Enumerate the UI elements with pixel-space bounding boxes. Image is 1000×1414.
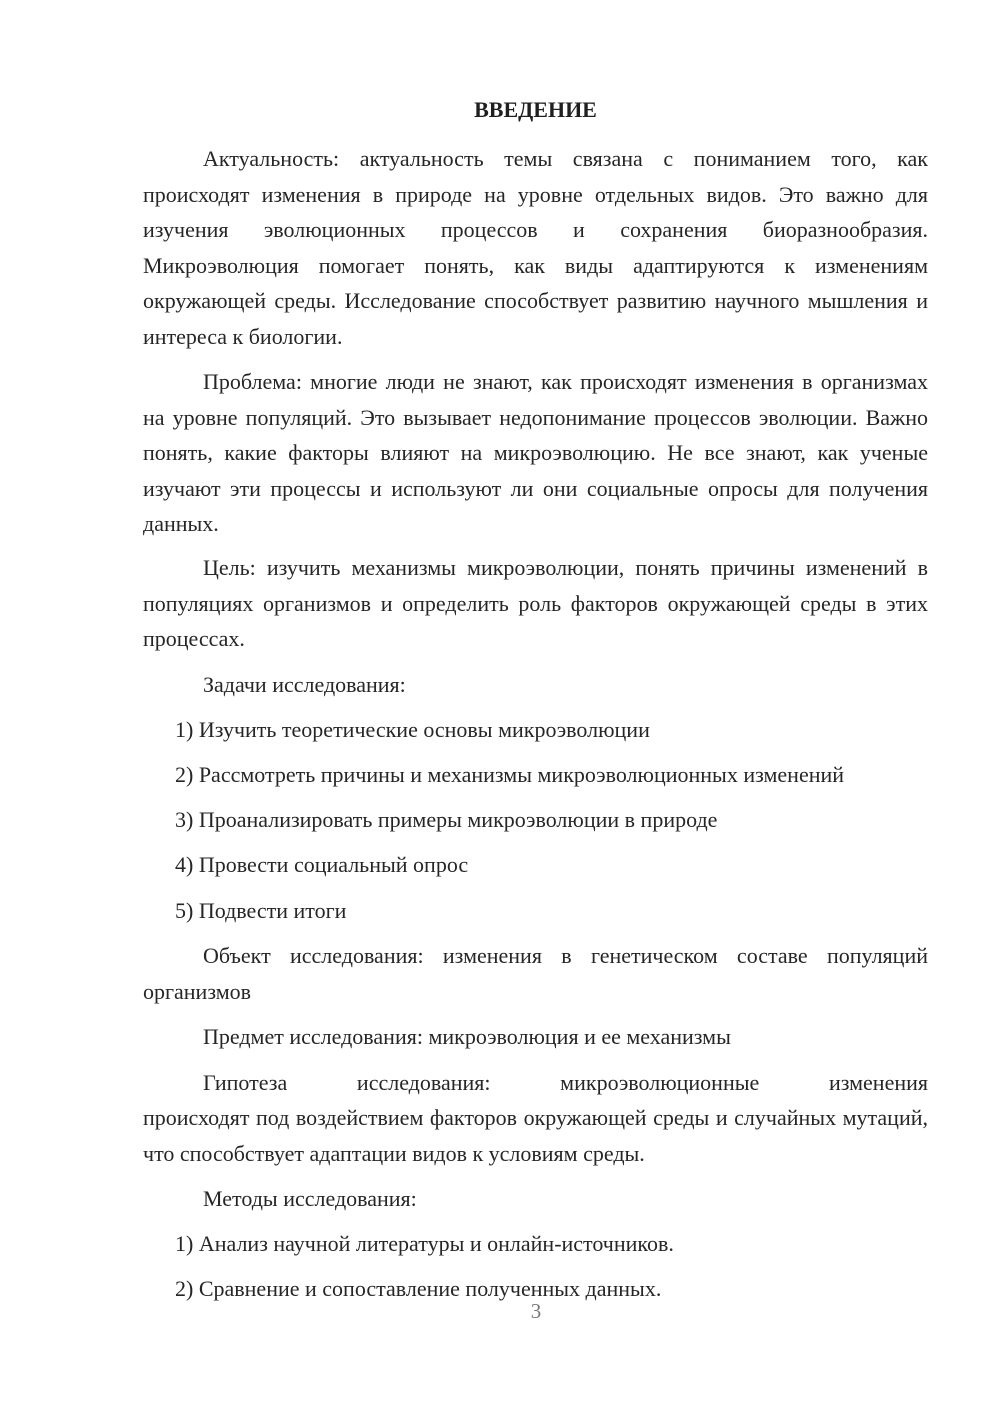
page-title: ВВЕДЕНИЕ <box>474 97 597 122</box>
method-item-2: 2) Сравнение и сопоставление полученных данных. <box>175 1276 662 1301</box>
paragraph-relevance: Актуальность: актуальность темы связана с пониманием того, как происходят изменения в природе на уровне отдельных видов. Это важно для изучения эволюционных процессов и сохранения биоразнообразия. Микроэволюция помогает понять, как виды адаптируются к изменениям окружающей среды. Исследование способствует развитию научного мышления и интереса к биологии. <box>143 146 928 349</box>
task-item-3: 3) Проанализировать примеры микроэволюции в природе <box>175 807 718 832</box>
paragraph-hypothesis-first-line: Гипотеза исследования: микроэволюционные изменения <box>203 1070 928 1095</box>
task-item-5: 5) Подвести итоги <box>175 898 347 923</box>
paragraph-subject: Предмет исследования: микроэволюция и ее механизмы <box>203 1024 731 1049</box>
method-item-1: 1) Анализ научной литературы и онлайн-источников. <box>175 1231 674 1256</box>
tasks-heading: Задачи исследования: <box>203 672 406 697</box>
paragraph-problem: Проблема: многие люди не знают, как происходят изменения в организмах на уровне популяций. Это вызывает недопонимание процессов эволюции. Важно понять, какие факторы влияют на микроэволюцию. Не все знают, как ученые изучают эти процессы и используют ли они социальные опросы для получения данных. <box>143 369 928 536</box>
paragraph-goal: Цель: изучить механизмы микроэволюции, понять причины изменений в популяциях организмов и определить роль факторов окружающей среды в этих процессах. <box>143 555 928 651</box>
task-item-4: 4) Провести социальный опрос <box>175 852 469 877</box>
paragraph-object: Объект исследования: изменения в генетическом составе популяций организмов <box>143 943 928 1004</box>
page-number: 3 <box>530 1299 542 1323</box>
task-item-2: 2) Рассмотреть причины и механизмы микроэволюционных изменений <box>175 762 845 787</box>
methods-heading: Методы исследования: <box>203 1186 417 1211</box>
paragraph-hypothesis-continuation: происходят под воздействием факторов окружающей среды и случайных мутаций, что способствует адаптации видов к условиям среды. <box>143 1105 928 1166</box>
task-item-1: 1) Изучить теоретические основы микроэволюции <box>175 717 650 742</box>
